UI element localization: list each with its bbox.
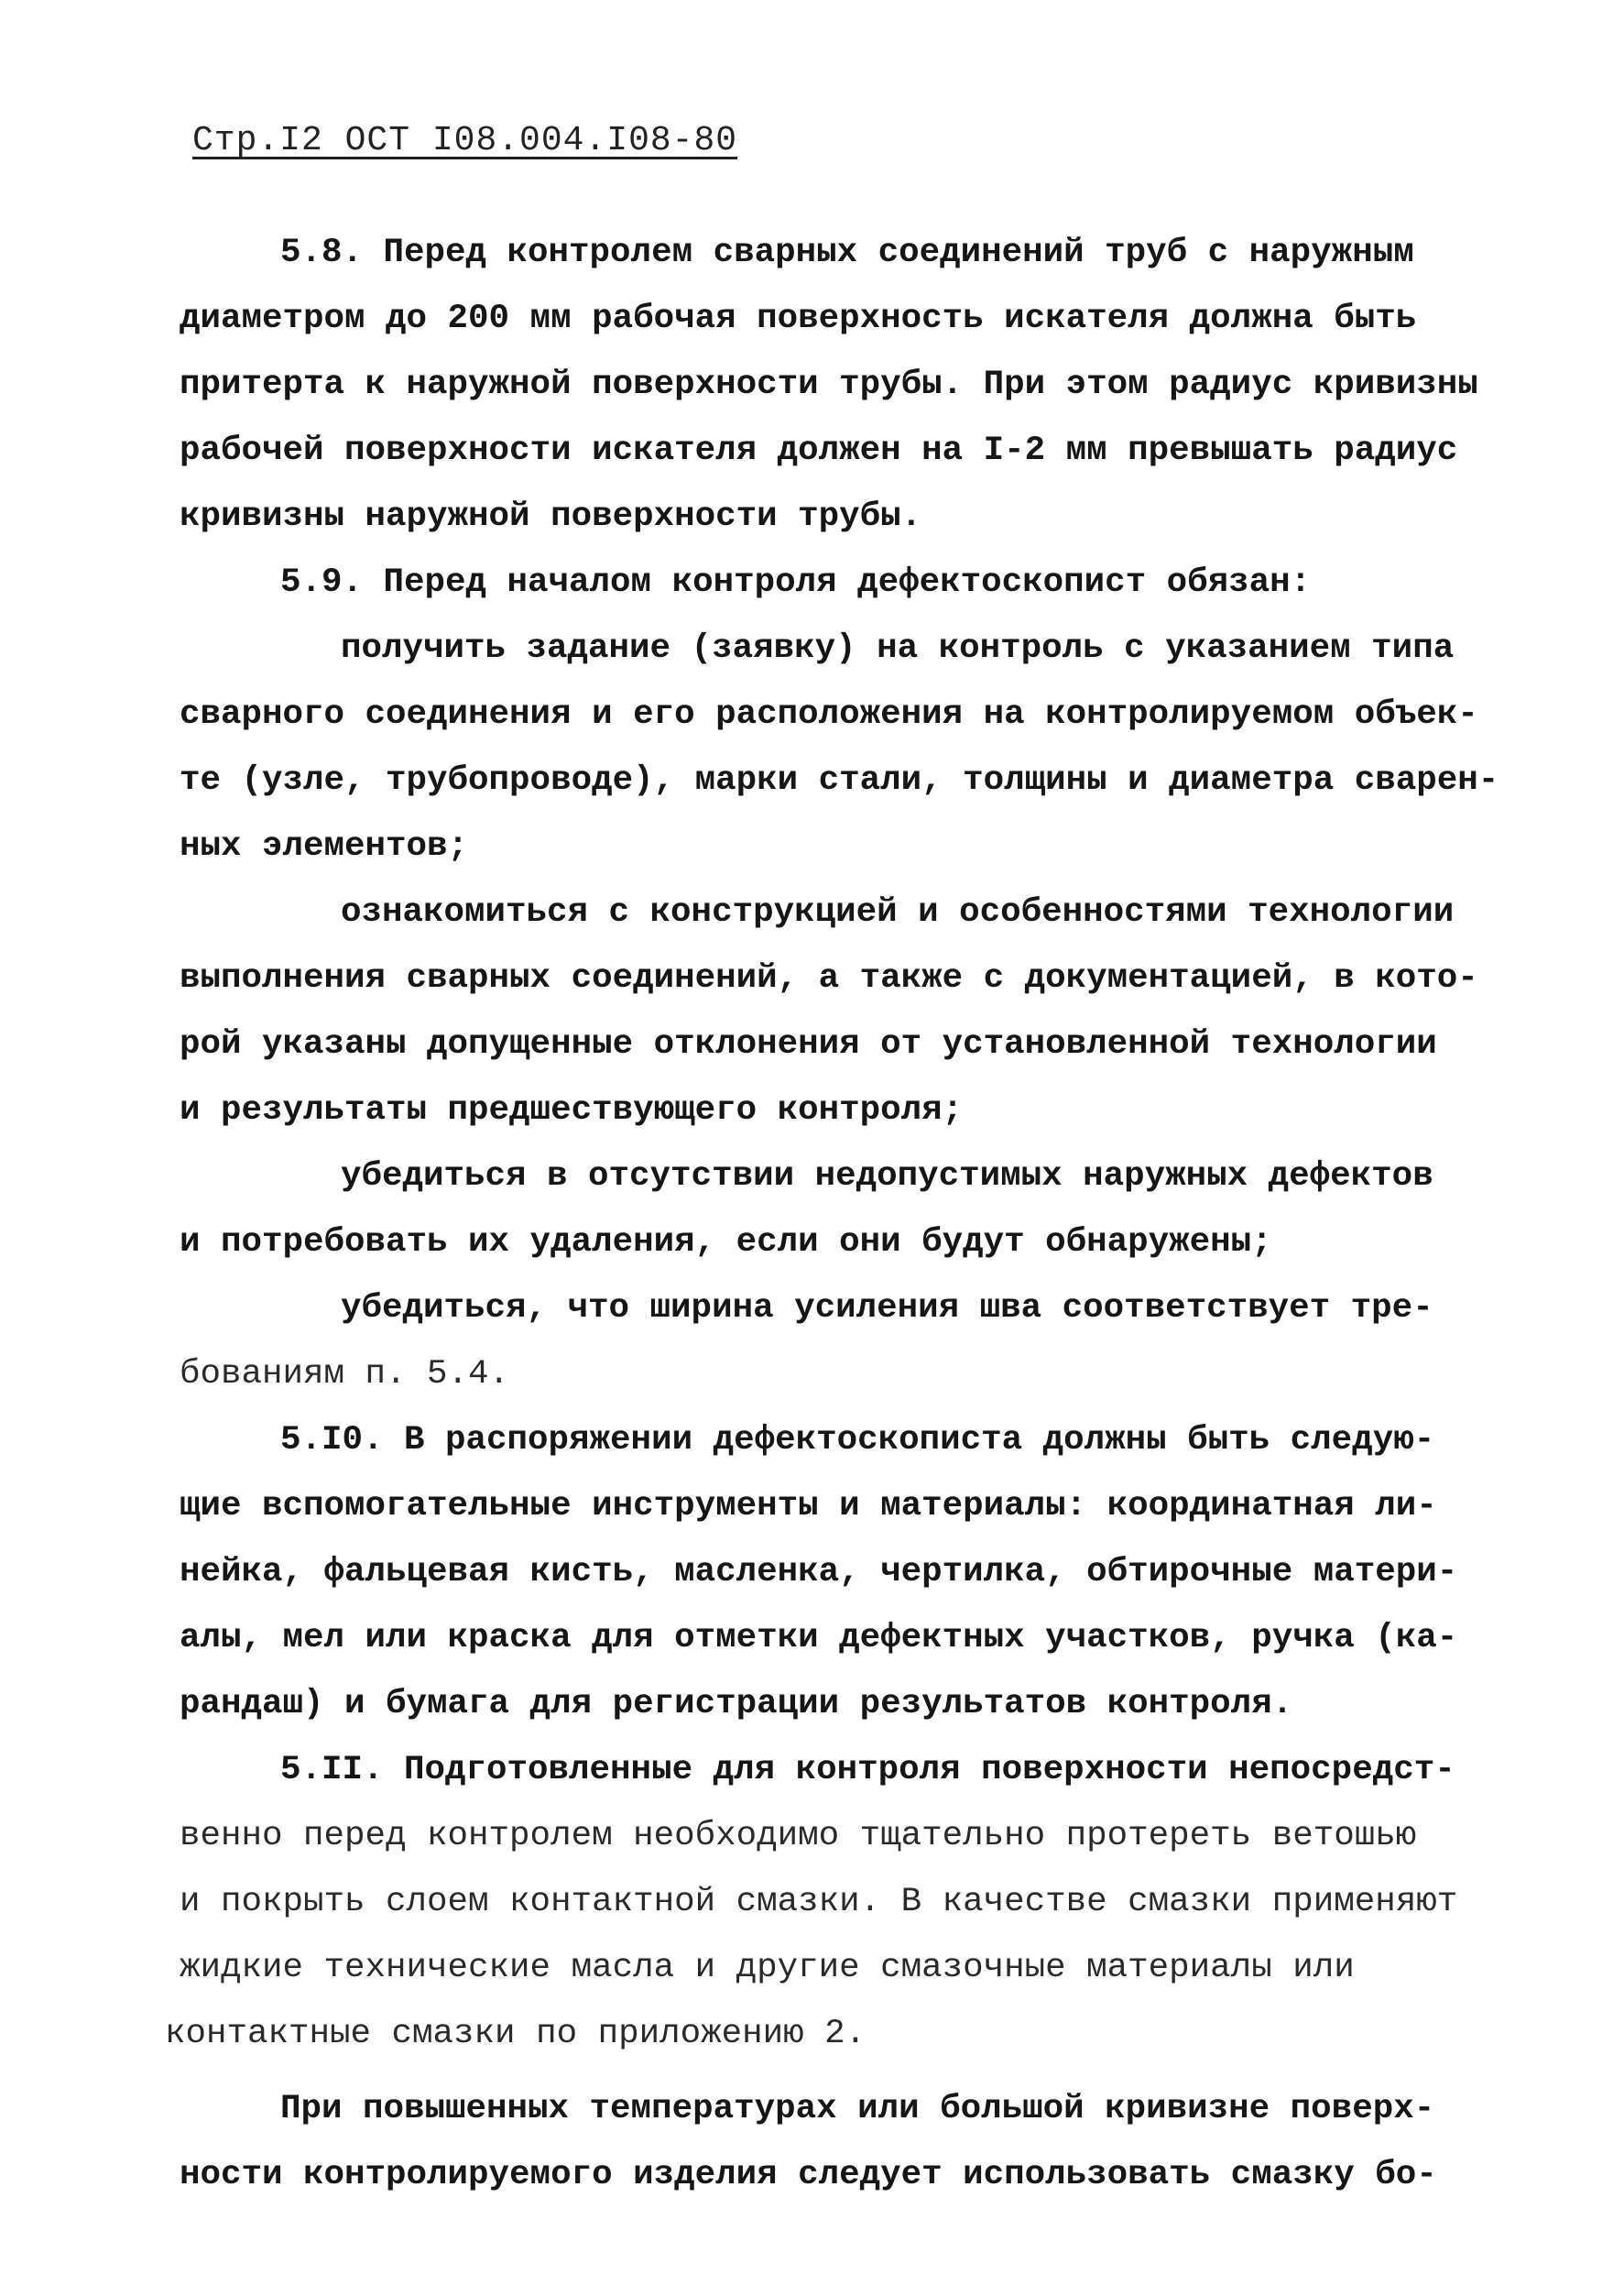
- text-line: бованиям п. 5.4.: [180, 1355, 510, 1394]
- text-line: притерта к наружной поверхности трубы. При этом радиус кривизны: [180, 366, 1478, 404]
- text-line: 5.9. Перед началом контроля дефектоскопист обязан:: [280, 563, 1312, 602]
- text-line: выполнения сварных соединений, а также с документацией, в кото-: [180, 959, 1478, 998]
- text-line: контактные смазки по приложению 2.: [165, 2015, 866, 2053]
- text-line: жидкие технические масла и другие смазочные материалы или: [180, 1949, 1355, 1987]
- text-line: рандаш) и бумага для регистрации результатов контроля.: [180, 1685, 1293, 1723]
- text-line: и потребовать их удаления, если они будут обнаружены;: [180, 1223, 1272, 1262]
- text-line: сварного соединения и его расположения на контролируемом объек-: [180, 695, 1478, 734]
- text-line: те (узле, трубопроводе), марки стали, толщины и диаметра сварен-: [180, 761, 1499, 800]
- text-line: венно перед контролем необходимо тщательно протереть ветошью: [180, 1817, 1417, 1855]
- text-line: нейка, фальцевая кисть, масленка, чертилка, обтирочные матери-: [180, 1553, 1458, 1591]
- text-line: ных элементов;: [180, 827, 469, 866]
- text-line: ности контролируемого изделия следует использовать смазку бо-: [180, 2156, 1437, 2194]
- text-line: 5.8. Перед контролем сварных соединений труб с наружным: [280, 234, 1414, 272]
- page-header: Стр.I2 ОСТ I08.004.I08-80: [192, 121, 738, 160]
- text-line: рой указаны допущенные отклонения от установленной технологии: [180, 1025, 1437, 1064]
- text-line: ознакомиться с конструкцией и особенностями технологии: [341, 893, 1455, 932]
- text-line: диаметром до 200 мм рабочая поверхность искателя должна быть: [180, 300, 1417, 338]
- text-line: При повышенных температурах или большой кривизне поверх-: [280, 2090, 1435, 2128]
- text-line: получить задание (заявку) на контроль с указанием типа: [341, 629, 1455, 668]
- text-line: 5.II. Подготовленные для контроля поверхности непосредст-: [280, 1751, 1455, 1789]
- text-line: убедиться, что ширина усиления шва соответствует тре-: [341, 1289, 1433, 1328]
- text-line: алы, мел или краска для отметки дефектных участков, ручка (ка-: [180, 1619, 1458, 1657]
- text-line: 5.I0. В распоряжении дефектоскописта должны быть следую-: [280, 1421, 1435, 1460]
- text-line: щие вспомогательные инструменты и материалы: координатная ли-: [180, 1487, 1437, 1525]
- text-line: кривизны наружной поверхности трубы.: [180, 497, 922, 536]
- text-line: и результаты предшествующего контроля;: [180, 1091, 964, 1130]
- text-line: и покрыть слоем контактной смазки. В качестве смазки применяют: [180, 1883, 1458, 1921]
- text-line: рабочей поверхности искателя должен на I-2 мм превышать радиус: [180, 432, 1458, 470]
- text-line: убедиться в отсутствии недопустимых наружных дефектов: [341, 1157, 1433, 1196]
